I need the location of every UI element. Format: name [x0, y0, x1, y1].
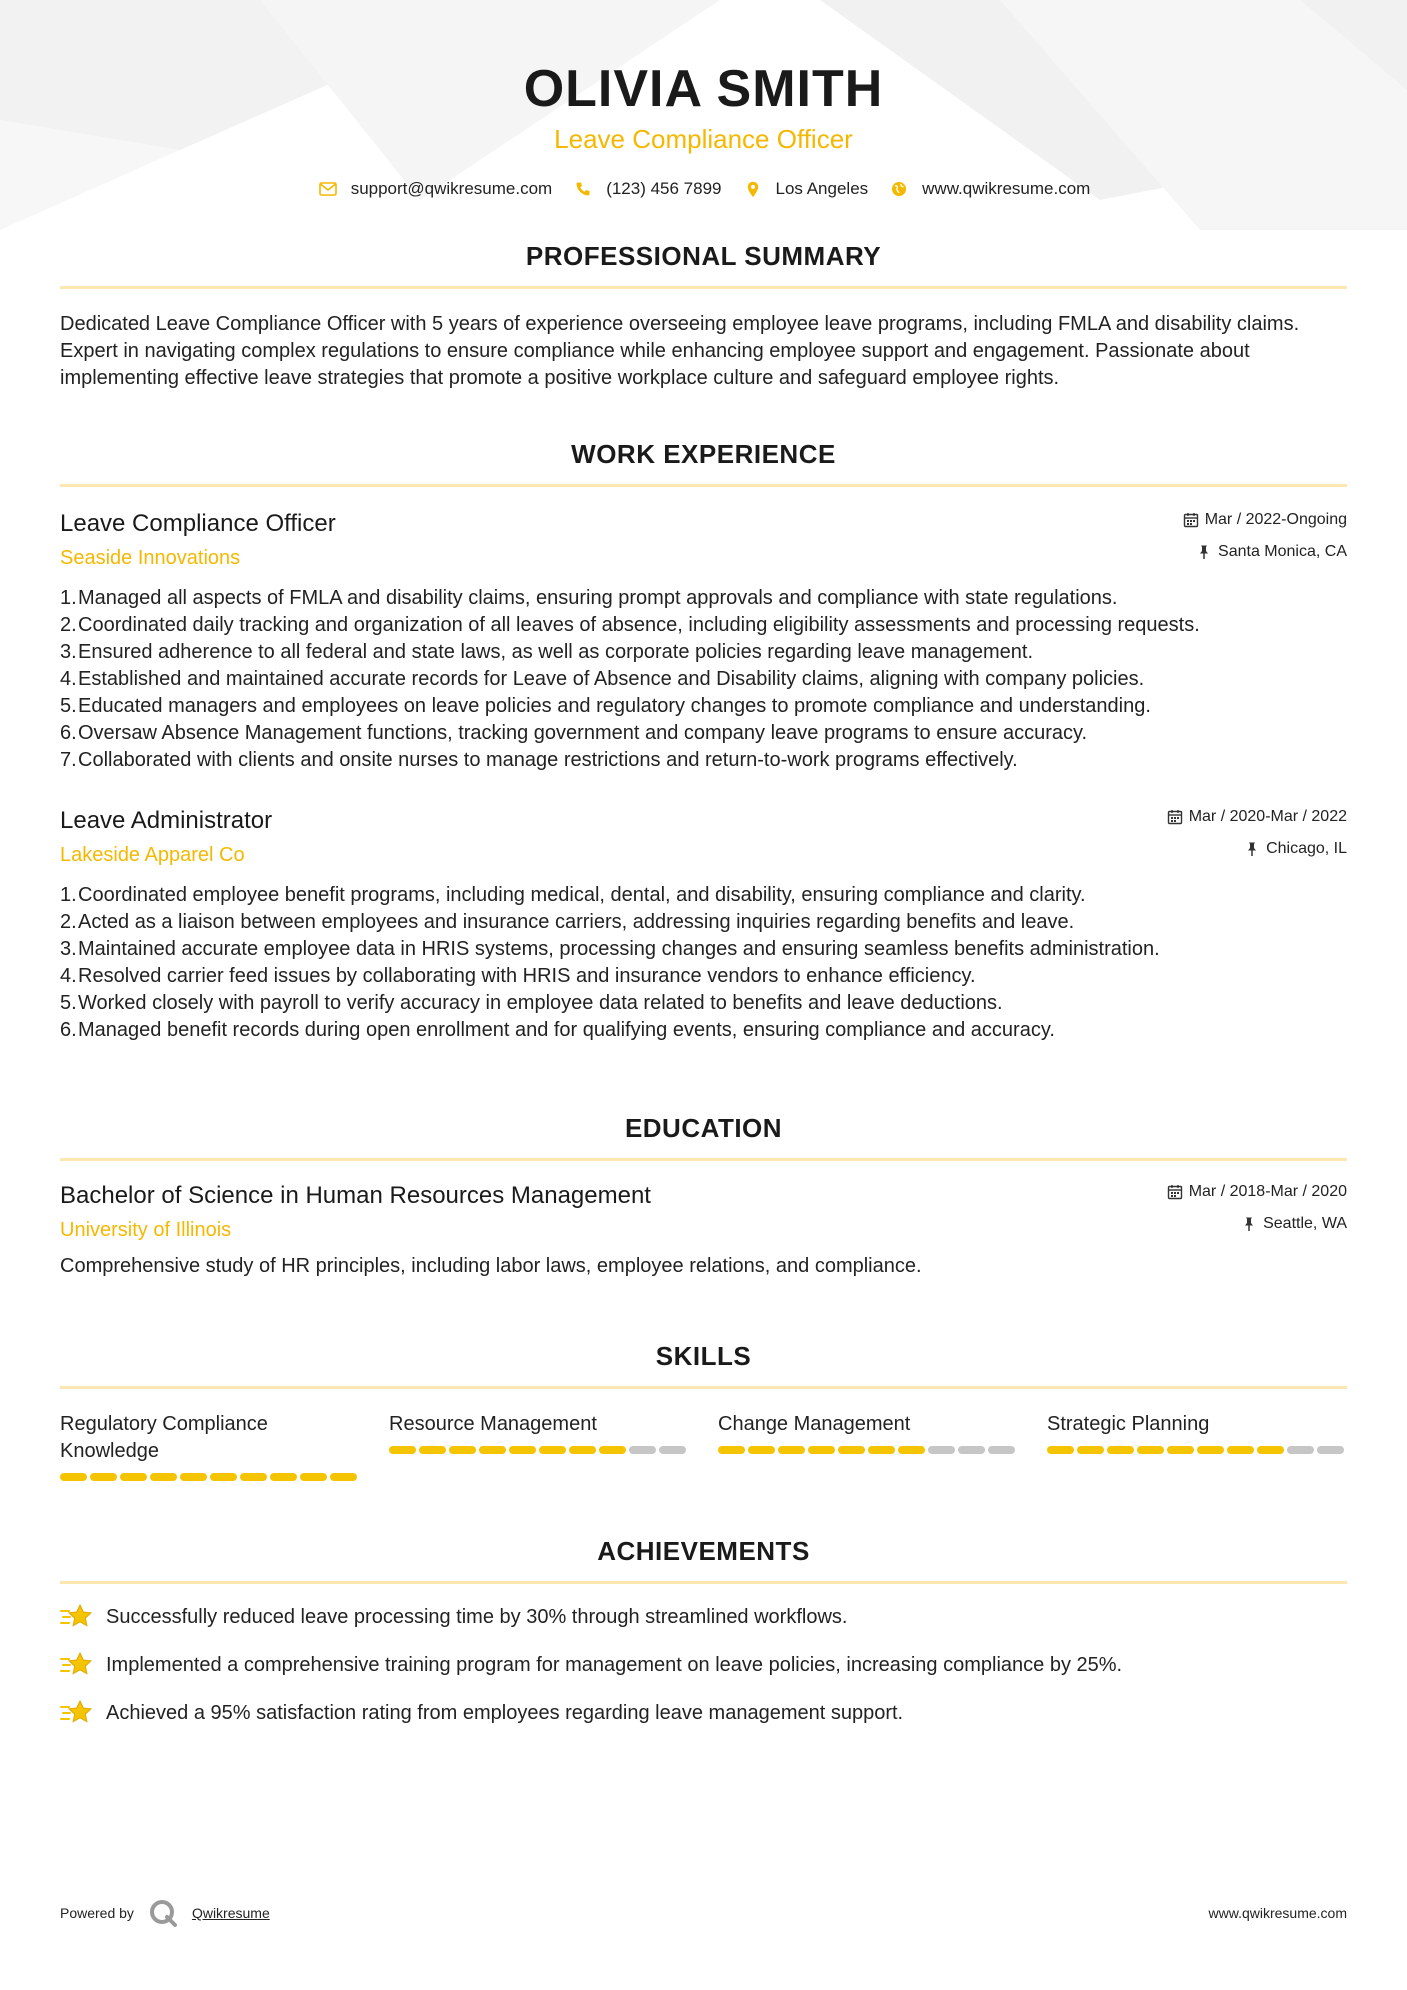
skills-section [60, 1340, 1347, 1481]
job-location [1183, 541, 1347, 563]
contact-website[interactable] [888, 178, 1090, 200]
job-title: Leave Administrator [60, 807, 273, 834]
job-bullet-list [60, 882, 1347, 1044]
calendar-icon [1167, 809, 1183, 825]
job-entry [60, 806, 1347, 1044]
company-name: Seaside Innovations [60, 547, 241, 569]
skill-level-segment [898, 1446, 925, 1454]
skill-level-bar [1047, 1446, 1347, 1454]
job-dates-text: Mar / 2020-Mar / 2022 [1188, 808, 1347, 825]
summary-text: Dedicated Leave Compliance Officer with 5 years of experience overseeing employee leave programs, including FMLA and disability claims. Expert in navigating complex regulations to ensure compliance while enhancing employee support and engagement. Passionate about implementing effective leave strategies that promote a positive workplace culture and safeguard employee rights. [60, 313, 1300, 389]
skill-level-segment [1227, 1446, 1254, 1454]
education-dates [1167, 1181, 1347, 1203]
skill-level-segment [1047, 1446, 1074, 1454]
skill-level-segment [389, 1446, 416, 1454]
education-location [1167, 1213, 1347, 1235]
achievement-text: Successfully reduced leave processing time by 30% through streamlined workflows. [106, 1605, 848, 1628]
skill-level-segment [718, 1446, 745, 1454]
job-location [1167, 838, 1347, 860]
job-dates [1167, 806, 1347, 828]
job-dates [1183, 509, 1347, 531]
job-bullet: 5. Educated managers and employees on leave policies and regulatory changes to promote compliance and understanding. [60, 695, 1151, 717]
skill-item [60, 1411, 360, 1481]
skill-item [1047, 1411, 1347, 1481]
skill-level-segment [150, 1473, 177, 1481]
skill-level-segment [629, 1446, 656, 1454]
achievement-item [60, 1602, 1347, 1632]
education-dates-text: Mar / 2018-Mar / 2020 [1188, 1183, 1347, 1200]
achievement-text: Implemented a comprehensive training program for management on leave policies, increasing compliance by 25%. [106, 1653, 1123, 1676]
job-bullet: 6. Oversaw Absence Management functions, tracking government and company leave programs to ensure accuracy. [60, 722, 1088, 744]
footer-website[interactable]: www.qwikresume.com [1208, 1905, 1347, 1921]
map-pin-icon [742, 178, 764, 200]
achievement-item [60, 1650, 1347, 1680]
skill-level-segment [748, 1446, 775, 1454]
contact-email-text: support@qwikresume.com [350, 179, 553, 198]
degree-title: Bachelor of Science in Human Resources Management [60, 1182, 651, 1209]
phone-icon [572, 178, 594, 200]
section-divider [60, 286, 1347, 289]
pushpin-icon [1196, 544, 1212, 560]
school-name: University of Illinois [60, 1219, 232, 1241]
skill-level-segment [509, 1446, 536, 1454]
achievements-list [60, 1602, 1347, 1728]
job-location-text: Santa Monica, CA [1218, 543, 1347, 560]
skill-level-bar [389, 1446, 689, 1454]
skill-level-segment [1137, 1446, 1164, 1454]
section-divider [60, 1581, 1347, 1584]
section-title-experience: WORK EXPERIENCE [571, 439, 836, 469]
skill-level-segment [1077, 1446, 1104, 1454]
globe-icon [888, 178, 910, 200]
job-bullet: 2. Acted as a liaison between employees and insurance carriers, addressing inquiries regarding benefits and leave. [60, 911, 1075, 933]
job-location-text: Chicago, IL [1266, 840, 1347, 857]
job-bullet: 2. Coordinated daily tracking and organization of all leaves of absence, including eligibility assessments and processing requests. [60, 614, 1200, 636]
skill-level-segment [988, 1446, 1015, 1454]
skill-level-segment [1257, 1446, 1284, 1454]
job-bullet: 7. Collaborated with clients and onsite nurses to manage restrictions and return-to-work programs effectively. [60, 749, 1018, 771]
pushpin-icon [1241, 1216, 1257, 1232]
skill-level-segment [120, 1473, 147, 1481]
star-icon [60, 1602, 94, 1632]
summary-section [60, 240, 1347, 392]
job-bullet: 1. Coordinated employee benefit programs, including medical, dental, and disability, ensuring compliance and clarity. [60, 884, 1086, 906]
contact-location [742, 178, 869, 200]
education-section [60, 1112, 1347, 1280]
pushpin-icon [1244, 841, 1260, 857]
job-bullet: 3. Maintained accurate employee data in HRIS systems, processing changes and ensuring seamless benefits administration. [60, 938, 1160, 960]
job-bullet: 4. Resolved carrier feed issues by collaborating with HRIS and insurance vendors to enhance efficiency. [60, 965, 976, 987]
skill-level-segment [1167, 1446, 1194, 1454]
calendar-icon [1167, 1184, 1183, 1200]
skill-level-segment [1197, 1446, 1224, 1454]
skill-level-bar [60, 1473, 360, 1481]
education-description: Comprehensive study of HR principles, including labor laws, employee relations, and compliance. [60, 1255, 922, 1277]
qwikresume-link[interactable]: Qwikresume [191, 1905, 270, 1921]
skill-level-segment [569, 1446, 596, 1454]
company-name: Lakeside Apparel Co [60, 844, 245, 866]
job-bullet: 6. Managed benefit records during open enrollment and for qualifying events, ensuring compliance and accuracy. [60, 1019, 1055, 1041]
skill-item [718, 1411, 1018, 1481]
skill-level-segment [330, 1473, 357, 1481]
contact-phone-text: (123) 456 7899 [606, 179, 722, 198]
education-location-text: Seattle, WA [1263, 1215, 1347, 1232]
contact-phone[interactable] [572, 178, 721, 200]
skill-level-segment [1287, 1446, 1314, 1454]
section-title-achievements: ACHIEVEMENTS [597, 1536, 810, 1566]
section-divider [60, 484, 1347, 487]
skill-level-segment [958, 1446, 985, 1454]
powered-by-label: Powered by [60, 1905, 134, 1921]
skill-level-segment [808, 1446, 835, 1454]
skill-level-segment [928, 1446, 955, 1454]
skill-level-bar [718, 1446, 1018, 1454]
job-entry [60, 509, 1347, 774]
job-bullet-list [60, 585, 1347, 774]
contact-location-text: Los Angeles [775, 179, 869, 198]
skill-level-segment [778, 1446, 805, 1454]
skill-level-segment [1107, 1446, 1134, 1454]
experience-section [60, 438, 1347, 1044]
skill-name: Regulatory Compliance Knowledge [60, 1413, 268, 1462]
skill-level-segment [838, 1446, 865, 1454]
candidate-name: OLIVIA SMITH [523, 60, 884, 118]
job-bullet: 1. Managed all aspects of FMLA and disability claims, ensuring prompt approvals and compliance with state regulations. [60, 587, 1118, 609]
envelope-icon [317, 178, 339, 200]
achievement-item [60, 1698, 1347, 1728]
section-title-education: EDUCATION [624, 1113, 783, 1143]
skill-level-segment [539, 1446, 566, 1454]
section-title-skills: SKILLS [655, 1341, 752, 1371]
skill-level-segment [1317, 1446, 1344, 1454]
candidate-title: Leave Compliance Officer [554, 124, 853, 154]
skill-name: Resource Management [389, 1413, 597, 1435]
skill-level-segment [270, 1473, 297, 1481]
job-bullet: 3. Ensured adherence to all federal and state laws, as well as corporate policies regarding leave management. [60, 641, 1033, 663]
qwikresume-logo-icon [148, 1898, 178, 1928]
star-icon [60, 1698, 94, 1728]
section-divider [60, 1386, 1347, 1389]
skill-level-segment [60, 1473, 87, 1481]
section-divider [60, 1158, 1347, 1161]
skill-item [389, 1411, 689, 1481]
skill-name: Strategic Planning [1047, 1413, 1210, 1435]
skill-level-segment [180, 1473, 207, 1481]
job-title: Leave Compliance Officer [60, 510, 336, 537]
skill-level-segment [868, 1446, 895, 1454]
job-dates-text: Mar / 2022-Ongoing [1204, 511, 1347, 528]
skill-level-segment [210, 1473, 237, 1481]
skill-level-segment [240, 1473, 267, 1481]
skill-level-segment [599, 1446, 626, 1454]
skill-level-segment [449, 1446, 476, 1454]
footer [60, 1898, 1347, 1928]
skill-level-segment [419, 1446, 446, 1454]
calendar-icon [1183, 512, 1199, 528]
contact-bar [60, 178, 1347, 200]
skill-level-segment [659, 1446, 686, 1454]
job-bullet: 4. Established and maintained accurate records for Leave of Absence and Disability claims, aligning with company policies. [60, 668, 1145, 690]
section-title-summary: PROFESSIONAL SUMMARY [525, 241, 882, 271]
education-entry [60, 1181, 1347, 1280]
resume-header [60, 0, 1347, 200]
skill-level-segment [90, 1473, 117, 1481]
skill-level-segment [479, 1446, 506, 1454]
contact-email[interactable] [317, 178, 553, 200]
skill-level-segment [300, 1473, 327, 1481]
skills-grid [60, 1411, 1347, 1481]
job-bullet: 5. Worked closely with payroll to verify accuracy in employee data related to benefits and leave deductions. [60, 992, 1003, 1014]
star-icon [60, 1650, 94, 1680]
achievement-text: Achieved a 95% satisfaction rating from employees regarding leave management support. [106, 1701, 904, 1724]
contact-website-text: www.qwikresume.com [922, 179, 1091, 198]
achievements-section [60, 1535, 1347, 1728]
skill-name: Change Management [718, 1413, 911, 1435]
